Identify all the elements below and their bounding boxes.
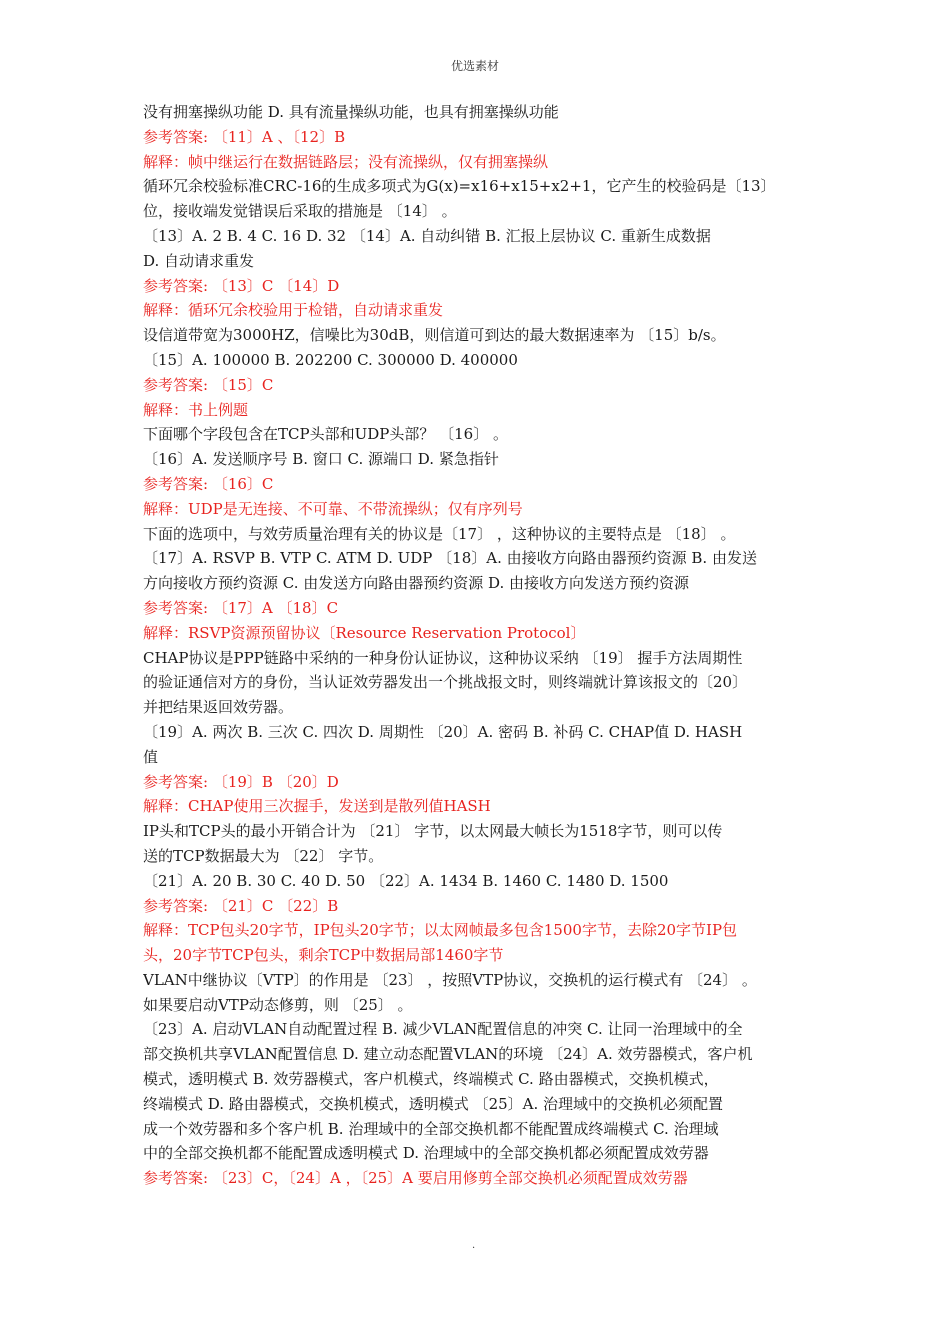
text-line: 〔23〕A. 启动VLAN自动配置过程 B. 减少VLAN配置信息的冲突 C. 让同一治理域中的全 [143, 1020, 743, 1039]
answer-line: 参考答案: 〔13〕C 〔14〕D [143, 276, 340, 295]
text-line: 部交换机共享VLAN配置信息 D. 建立动态配置VLAN的环境 〔24〕A. 效劳器模式，客户机 [143, 1045, 753, 1064]
answer-line: 解释：TCP包头20字节，IP包头20字节；以太网帧最多包含1500字节，去除20字节IP包 [143, 921, 738, 940]
text-line: 〔15〕A. 100000 B. 202200 C. 300000 D. 400000 [143, 350, 518, 369]
text-line: 并把结果返回效劳器。 [143, 698, 294, 717]
text-line: 模式，透明模式 B. 效劳器模式，客户机模式，终端模式 C. 路由器模式，交换机模式， [143, 1070, 719, 1089]
text-line: 的验证通信对方的身份，当认证效劳器发出一个挑战报文时，则终端就计算该报文的〔20〕 [143, 673, 748, 692]
text-line: 送的TCP数据最大为 〔22〕 字节。 [143, 846, 384, 865]
answer-line: 参考答案: 〔21〕C 〔22〕B [143, 896, 339, 915]
answer-line: 参考答案: 〔16〕C [143, 474, 274, 493]
text-line: 下面哪个字段包含在TCP头部和UDP头部？ 〔16〕 。 [143, 425, 508, 444]
text-line: 〔16〕A. 发送顺序号 B. 窗口 C. 源端口 D. 紧急指针 [143, 450, 499, 469]
answer-line: 参考答案: 〔11〕A 、〔12〕B [143, 127, 346, 146]
text-line: 循环冗余校验标准CRC-16的生成多项式为G(x)=x16+x15+x2+1，它产生的校验码是〔13〕 [143, 177, 776, 196]
text-line: CHAP协议是PPP链路中采纳的一种身份认证协议，这种协议采纳 〔19〕 握手方法周期性 [143, 648, 743, 667]
text-line: VLAN中继协议〔VTP〕的作用是 〔23〕 ，按照VTP协议，交换机的运行模式有 〔24〕 。 [143, 970, 757, 989]
text-line: D. 自动请求重发 [143, 251, 255, 270]
text-line: 〔19〕A. 两次 B. 三次 C. 四次 D. 周期性 〔20〕A. 密码 B. 补码 C. CHAP值 D. HASH [143, 722, 743, 741]
answer-line: 解释：CHAP使用三次握手，发送到是散列值HASH [143, 797, 491, 816]
answer-line: 解释：UDP是无连接、不可靠、不带流操纵；仅有序列号 [143, 499, 523, 518]
text-line: 值 [143, 747, 159, 766]
text-line: 方向接收方预约资源 C. 由发送方向路由器预约资源 D. 由接收方向发送方预约资源 [143, 574, 690, 593]
text-line: 下面的选项中，与效劳质量治理有关的协议是〔17〕 ，这种协议的主要特点是 〔18〕 。 [143, 524, 736, 543]
answer-line: 参考答案: 〔15〕C [143, 375, 274, 394]
text-line: 位，接收端发觉错误后采取的措施是 〔14〕 。 [143, 202, 457, 221]
answer-line: 参考答案: 〔23〕C，〔24〕A ，〔25〕A 要启用修剪全部交换机必须配置成效劳器 [143, 1169, 688, 1188]
page-footer-mark: . [472, 1240, 476, 1251]
answer-line: 解释：RSVP资源预留协议〔Resource Reservation Protocol〕 [143, 623, 586, 642]
answer-line: 解释：书上例题 [143, 400, 249, 419]
text-line: 终端模式 D. 路由器模式，交换机模式，透明模式 〔25〕A. 治理域中的交换机必须配置 [143, 1094, 724, 1113]
text-line: 成一个效劳器和多个客户机 B. 治理域中的全部交换机都不能配置成终端模式 C. 治理域 [143, 1119, 719, 1138]
text-line: 设信道带宽为3000HZ，信噪比为30dB，则信道可到达的最大数据速率为 〔15〕b/s。 [143, 326, 726, 345]
answer-line: 解释：帧中继运行在数据链路层；没有流操纵，仅有拥塞操纵 [143, 152, 549, 171]
text-line: IP头和TCP头的最小开销合计为 〔21〕 字节，以太网最大帧长为1518字节，则可以传 [143, 822, 723, 841]
text-line: 〔13〕A. 2 B. 4 C. 16 D. 32 〔14〕A. 自动纠错 B. 汇报上层协议 C. 重新生成数据 [143, 226, 711, 245]
answer-line: 解释：循环冗余校验用于检错，自动请求重发 [143, 301, 444, 320]
text-line: 如果要启动VTP动态修剪，则 〔25〕 。 [143, 995, 413, 1014]
text-line: 中的全部交换机都不能配置成透明模式 D. 治理域中的全部交换机都必须配置成效劳器 [143, 1144, 709, 1163]
text-line: 没有拥塞操纵功能 D. 具有流量操纵功能，也具有拥塞操纵功能 [143, 103, 559, 121]
answer-line: 头，20字节TCP包头，剩余TCP中数据局部1460字节 [143, 946, 504, 965]
answer-line: 参考答案: 〔19〕B 〔20〕D [143, 772, 339, 791]
answer-line: 参考答案: 〔17〕A 〔18〕C [143, 598, 339, 617]
text-line: 〔21〕A. 20 B. 30 C. 40 D. 50 〔22〕A. 1434 B. 1460 C. 1480 D. 1500 [143, 871, 669, 890]
page-header: 优选素材 [450, 59, 499, 73]
text-line: 〔17〕A. RSVP B. VTP C. ATM D. UDP 〔18〕A. 由接收方向路由器预约资源 B. 由发送 [143, 549, 757, 568]
document-body [143, 100, 815, 1191]
